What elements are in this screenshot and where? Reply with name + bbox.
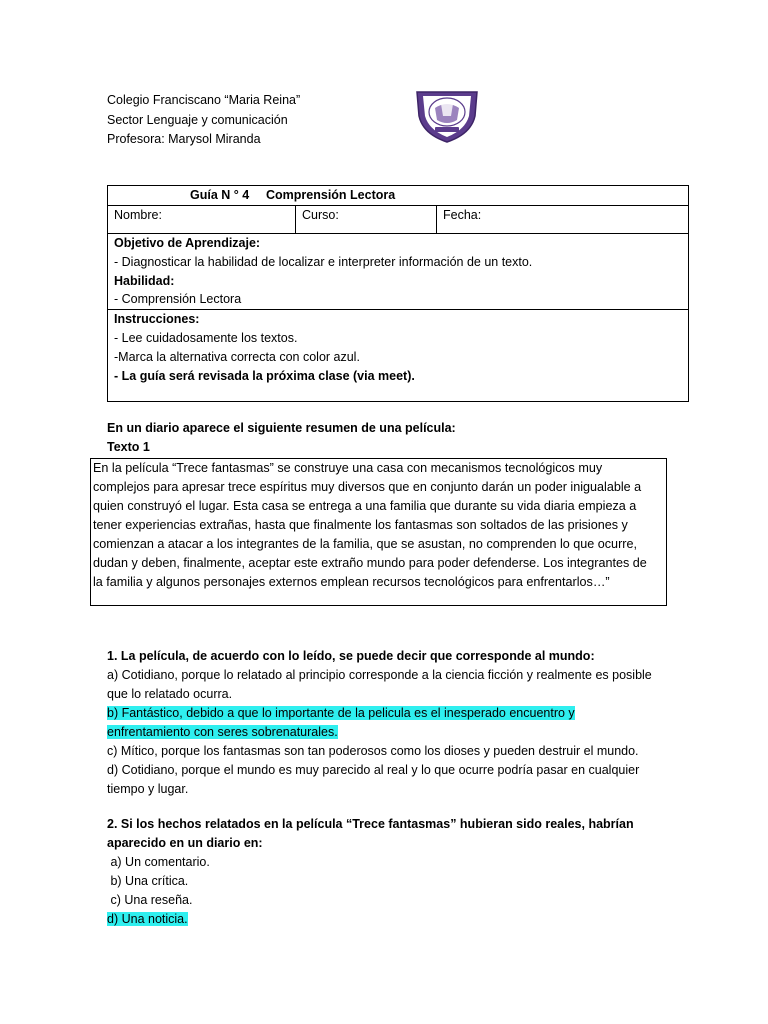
text-label: Texto 1 <box>107 440 150 454</box>
reading-text-box <box>90 458 667 606</box>
q1-option-d[interactable]: d) Cotidiano, porque el mundo es muy parecido al real y lo que ocurre podría pasar en cualquier <box>107 763 640 777</box>
q1-option-b-highlighted[interactable]: b) Fantástico, debido a que lo importante de la pelicula es el inesperado encuentro y <box>107 706 575 720</box>
skill-text: - Comprensión Lectora <box>114 292 242 307</box>
guide-title-cell <box>108 186 689 206</box>
date-label: Fecha: <box>443 208 482 222</box>
name-label: Nombre: <box>114 208 162 222</box>
question-2-text: 2. Si los hechos relatados en la película “Trece fantasmas” hubieran sido reales, habrían <box>107 817 634 831</box>
q1-option-d-cont: tiempo y lugar. <box>107 782 189 796</box>
course-label: Curso: <box>302 208 339 222</box>
instructions-cell <box>108 310 689 402</box>
sector-name: Sector Lenguaje y comunicación <box>107 112 288 127</box>
school-crest-icon <box>413 86 481 144</box>
instructions-label: Instrucciones: <box>114 312 200 327</box>
teacher-name: Profesora: Marysol Miranda <box>107 132 261 146</box>
instruction-item: -Marca la alternativa correcta con color azul. <box>114 349 360 364</box>
q1-option-a-cont: que lo relatado ocurra. <box>107 687 233 701</box>
q1-option-c[interactable]: c) Mítico, porque los fantasmas son tan poderosos como los dioses y pueden destruir el mundo. <box>107 744 639 758</box>
question-1-text: 1. La película, de acuerdo con lo leído, se puede decir que corresponde al mundo: <box>107 649 595 663</box>
question-2 <box>107 815 687 929</box>
reading-text-line: complejos para apresar trece espíritus muy diversos que en conjunto darán un poder inigualable a <box>93 480 642 494</box>
q2-option-b[interactable]: b) Una crítica. <box>107 874 189 888</box>
skill-label: Habilidad: <box>114 273 175 288</box>
guide-name: Comprensión Lectora <box>266 188 396 202</box>
q1-option-b-cont-highlighted: enfrentamiento con seres sobrenaturales. <box>107 725 338 739</box>
question-1 <box>107 647 687 799</box>
objective-label: Objetivo de Aprendizaje: <box>114 236 261 250</box>
text-intro: En un diario aparece el siguiente resumen de una película: <box>107 421 456 435</box>
guide-table <box>107 185 689 402</box>
q2-option-a[interactable]: a) Un comentario. <box>107 855 210 869</box>
q2-option-c[interactable]: c) Una reseña. <box>107 893 193 907</box>
question-2-text-cont: aparecido en un diario en: <box>107 836 263 850</box>
reading-text-line: dudan y deben, finalmente, aceptar este extraño mundo para poder defenderse. Los integrantes de <box>93 556 647 570</box>
name-field[interactable] <box>108 206 296 234</box>
reading-text-line: En la película “Trece fantasmas” se construye una casa con mecanismos tecnológicos muy <box>93 461 603 475</box>
objective-text: - Diagnosticar la habilidad de localizar e interpreter información de un texto. <box>114 254 533 269</box>
guide-number: Guía N ° 4 <box>190 188 250 202</box>
objective-cell <box>108 234 689 310</box>
instruction-item: - La guía será revisada la próxima clase (via meet). <box>114 368 415 383</box>
reading-text-line: quien construyó el lugar. Esta casa se entrega a una familia que durante su vida diaria empieza a <box>93 499 637 513</box>
instruction-item: - Lee cuidadosamente los textos. <box>114 330 298 345</box>
reading-text-line: la familia y algunos personajes externos emplean recursos tecnológicos para enfrentarlos…” <box>93 575 610 589</box>
school-name: Colegio Franciscano “Maria Reina” <box>107 93 301 107</box>
reading-text-line: comienzan a atacar a los integrantes de la familia, que se asustan, no comprenden lo que ocurre, <box>93 537 637 551</box>
course-field[interactable] <box>296 206 437 234</box>
q2-option-d-highlighted[interactable]: d) Una noticia. <box>107 912 188 926</box>
document-header <box>107 91 300 150</box>
date-field[interactable] <box>437 206 689 234</box>
reading-text-line: tener experiencias extrañas, hasta que finalmente los fantasmas son soltados de las prisiones y <box>93 518 628 532</box>
q1-option-a[interactable]: a) Cotidiano, porque lo relatado al principio corresponde a la ciencia ficción y realmente es posible <box>107 668 652 682</box>
